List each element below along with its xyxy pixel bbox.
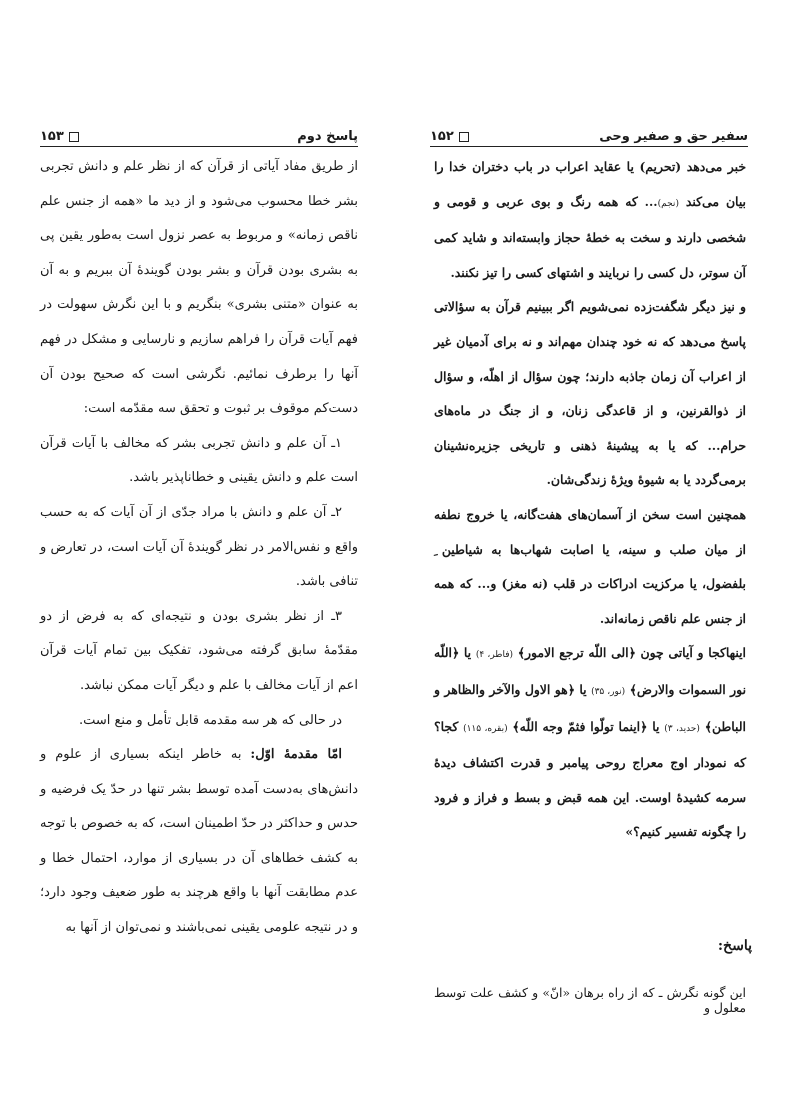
right-page (400, 0, 800, 1100)
citation: (بقره، ۱۱۵) (463, 723, 508, 734)
paragraph-text: به خاطر اینکه بسیاری از علوم و دانش‌های به‌دست آمده توسط بشر تنها در حدّ یک فرضیه و حدس و حداکثر در حدّ اطمینان است، که به خصوص با توجه به کشف خطاهای آن در بسیاری از موارد، احتمال خطا و عدم مطابقت آنها با واقع هرچند به طور ضعیف وجود دارد؛ و در نتیجه علومی یقینی نمی‌باشند و نمی‌توان از آنها به (40, 747, 358, 936)
citation: (نجم) (657, 198, 679, 209)
running-title: سفیر حق و صفیر وحی (599, 129, 748, 144)
text: ... که همه رنگ و بوی عربی و قومی و شخصی دارند و سخت به خطهٔ حجاز وابسته‌اند و شاید کمی آن سوتر، دل کسی را نربایند و اشتهای کسی را تیز نکنند. (434, 193, 746, 280)
page-number-block (40, 129, 79, 144)
premise-1: ۱ـ آن علم و دانش تجربی بشر که مخالف با آیات قرآن است علم و دانش یقینی و خطاناپذیر باشد. (40, 435, 358, 486)
citation: (نور، ۳۵) (591, 686, 626, 697)
text: اینهاکجا و آیاتی چون ﴿الی اللّه ترجع الامور﴾ (513, 645, 746, 661)
paragraph: و نیز دیگر شگفت‌زده نمی‌شویم اگر ببینیم قرآن به سؤالاتی پاسخ می‌دهد که نه خود چندان مهم‌اند و نه برای آدمیان غیر از اعراب آن زمان جاذبه دارند؛ چون سؤال از اهلّه، و سؤال از ذوالقرنین، و از قاعدگی زنان، و از جنگ در ماه‌های حرام... که یا به پیشینهٔ ذهنی و تاریخی جزیره‌نشینان برمی‌گردد یا به شیوهٔ ویژهٔ زندگی‌شان. (434, 299, 746, 488)
running-title: پاسخ دوم (297, 129, 358, 144)
page-number: ۱۵۲ (430, 129, 454, 144)
paragraph: در حالی که هر سه مقدمه قابل تأمل و منع است. (78, 712, 342, 728)
paragraph: همچنین است سخن از آسمان‌های هفت‌گانه، یا خروج نطفه از میان صلب و سینه، یا اصابت شهاب‌ها به شیاطین ِ بلفضول، یا مرکزیت ادراکات در قلب (نه مغز) و... که همه از جنس علم ناقص زمانه‌اند. (434, 506, 746, 626)
right-page-body (434, 150, 746, 850)
text: یا ﴿اینما تولّوا فثمّ وجه اللّه﴾ (507, 718, 665, 734)
left-page-body (40, 150, 358, 946)
answer-text: این گونه نگرش ـ که از راه برهان «انّ» و کشف علت توسط معلول و (434, 985, 746, 1015)
square-icon (459, 132, 469, 142)
square-icon (69, 132, 79, 142)
paragraph (434, 636, 746, 850)
premise-3: ۳ـ از نظر بشری بودن و نتیجه‌ای که به فرض از دو مقدّمهٔ سابق گرفته می‌شود، تفکیک بین تمام آیات قرآن اعم از آیات مخالف با علم و دیگر آیات ممکن نباشد. (40, 608, 358, 693)
page-number-block (430, 129, 469, 144)
citation: (حدید، ۳) (664, 723, 700, 734)
premise-2: ۲ـ آن علم و دانش با مراد جدّی از آن آیات که به حسب واقع و نفس‌الامر در نظر گویندهٔ آن آیات است، در تعارض و تنافی باشد. (40, 504, 358, 590)
paragraph (40, 738, 358, 946)
text: خبر می‌دهد (تحریم) یا عقاید اعراب در باب دختران خدا را بیان می‌کند (434, 159, 747, 209)
right-page-header (430, 118, 748, 147)
text: یا ﴿هو الاول والآخر والظاهر و الباطن﴾ (434, 681, 746, 734)
page-number: ۱۵۳ (40, 129, 64, 144)
section-lead: امّا مقدمهٔ اوّل: (250, 747, 342, 763)
paragraph (434, 150, 746, 290)
paragraph: از طریق مفاد آیاتی از قرآن که از نظر علم و دانش تجربی بشر خطا محسوب می‌شود و از دید ما «همه از جنس علم ناقص زمانه» و مربوط به عصر نزول است به‌طور یقین پی به بشری بودن قرآن و بشر بودن گویندهٔ آن ببریم و به آن به عنوان «متنی بشری» بنگریم و با این نگرش سهولت در فهم آیات قرآن را فراهم سازیم و نارسایی و مشکل در فهم آنها را برطرف نمائیم. نگرشی است که صحیح بودن آن دست‌کم موقوف بر ثبوت و تحقق سه مقدّمه است: (40, 159, 359, 417)
answer-heading: پاسخ: (717, 938, 752, 954)
text: کجا؟ که نمودار اوج معراج روحی پیامبر و قدرت اکتشاف دیدهٔ سرمه کشیدهٔ اوست. این همه قبض و بسط و فراز و فرود را چگونه تفسیر کنیم؟» (434, 718, 746, 840)
citation: (فاطر، ۴) (475, 650, 514, 661)
text: یا ﴿اللّه نور السموات والارض﴾ (434, 645, 747, 697)
left-page-header (40, 118, 358, 147)
